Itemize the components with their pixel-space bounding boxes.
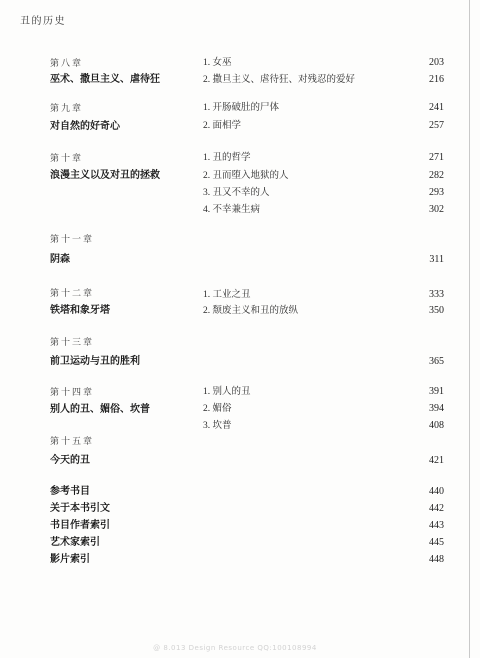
chapter-title: 对自然的好奇心 <box>50 121 120 132</box>
toc-item-page: 241 <box>429 102 444 113</box>
chapter-title: 别人的丑、媚俗、坎普 <box>50 404 150 415</box>
toc-item-page: 394 <box>429 403 444 414</box>
chapter-label: 第十二章 <box>50 288 95 298</box>
toc-item-page: 293 <box>429 187 444 198</box>
back-matter-title: 艺术家索引 <box>50 537 100 548</box>
toc-item: 2. 丑而堕入地狱的人 <box>203 171 289 181</box>
chapter-title: 浪漫主义以及对丑的拯救 <box>50 170 160 181</box>
chapter-title: 巫术、撒旦主义、虐待狂 <box>50 74 160 85</box>
toc-item-page: 271 <box>429 152 444 163</box>
back-matter-page: 448 <box>429 554 444 565</box>
toc-item-page: 391 <box>429 386 444 397</box>
back-matter-page: 445 <box>429 537 444 548</box>
back-matter-title: 书目作者索引 <box>50 520 110 531</box>
chapter-label: 第十章 <box>50 153 84 163</box>
chapter-page: 365 <box>429 356 444 367</box>
toc-item-page: 257 <box>429 120 444 131</box>
watermark: @ 8.013 Design Resource QQ:100108994 <box>153 644 317 652</box>
chapter-label: 第十一章 <box>50 234 95 244</box>
chapter-label: 第十四章 <box>50 387 95 397</box>
toc-item: 2. 面相学 <box>203 121 242 131</box>
toc-item-page: 282 <box>429 170 444 181</box>
chapter-page: 311 <box>429 254 444 265</box>
chapter-label: 第八章 <box>50 58 84 68</box>
toc-item-page: 350 <box>429 305 444 316</box>
toc-item: 1. 别人的丑 <box>203 387 251 397</box>
back-matter-title: 关于本书引文 <box>50 503 110 514</box>
toc-item-page: 203 <box>429 57 444 68</box>
back-matter-title: 影片索引 <box>50 554 90 565</box>
toc-item: 3. 丑又不幸的人 <box>203 188 270 198</box>
toc-item: 2. 颓废主义和丑的放纵 <box>203 306 299 316</box>
chapter-label: 第十三章 <box>50 337 95 347</box>
toc-item-page: 302 <box>429 204 444 215</box>
back-matter-page: 440 <box>429 486 444 497</box>
chapter-label: 第十五章 <box>50 436 95 446</box>
back-matter-title: 参考书目 <box>50 486 90 497</box>
back-matter-page: 442 <box>429 503 444 514</box>
chapter-label: 第九章 <box>50 103 84 113</box>
toc-item: 3. 坎普 <box>203 421 232 431</box>
toc-item: 1. 女巫 <box>203 58 232 68</box>
toc-item-page: 216 <box>429 74 444 85</box>
toc-item-page: 408 <box>429 420 444 431</box>
chapter-title: 今天的丑 <box>50 455 90 466</box>
toc-item: 1. 开肠破肚的尸体 <box>203 103 280 113</box>
chapter-page: 421 <box>429 455 444 466</box>
toc-item: 2. 媚俗 <box>203 404 232 414</box>
page-edge-line <box>469 0 470 658</box>
toc-item: 1. 工业之丑 <box>203 290 251 300</box>
chapter-title: 铁塔和象牙塔 <box>50 305 110 316</box>
chapter-title: 阴森 <box>50 254 70 265</box>
toc-item: 4. 不幸兼生病 <box>203 205 261 215</box>
chapter-title: 前卫运动与丑的胜利 <box>50 356 140 367</box>
back-matter-page: 443 <box>429 520 444 531</box>
toc-item: 1. 丑的哲学 <box>203 153 251 163</box>
toc-item: 2. 撒旦主义、虐待狂、对残忍的爱好 <box>203 75 356 85</box>
toc-item-page: 333 <box>429 289 444 300</box>
running-head: 丑的历史 <box>20 16 66 27</box>
